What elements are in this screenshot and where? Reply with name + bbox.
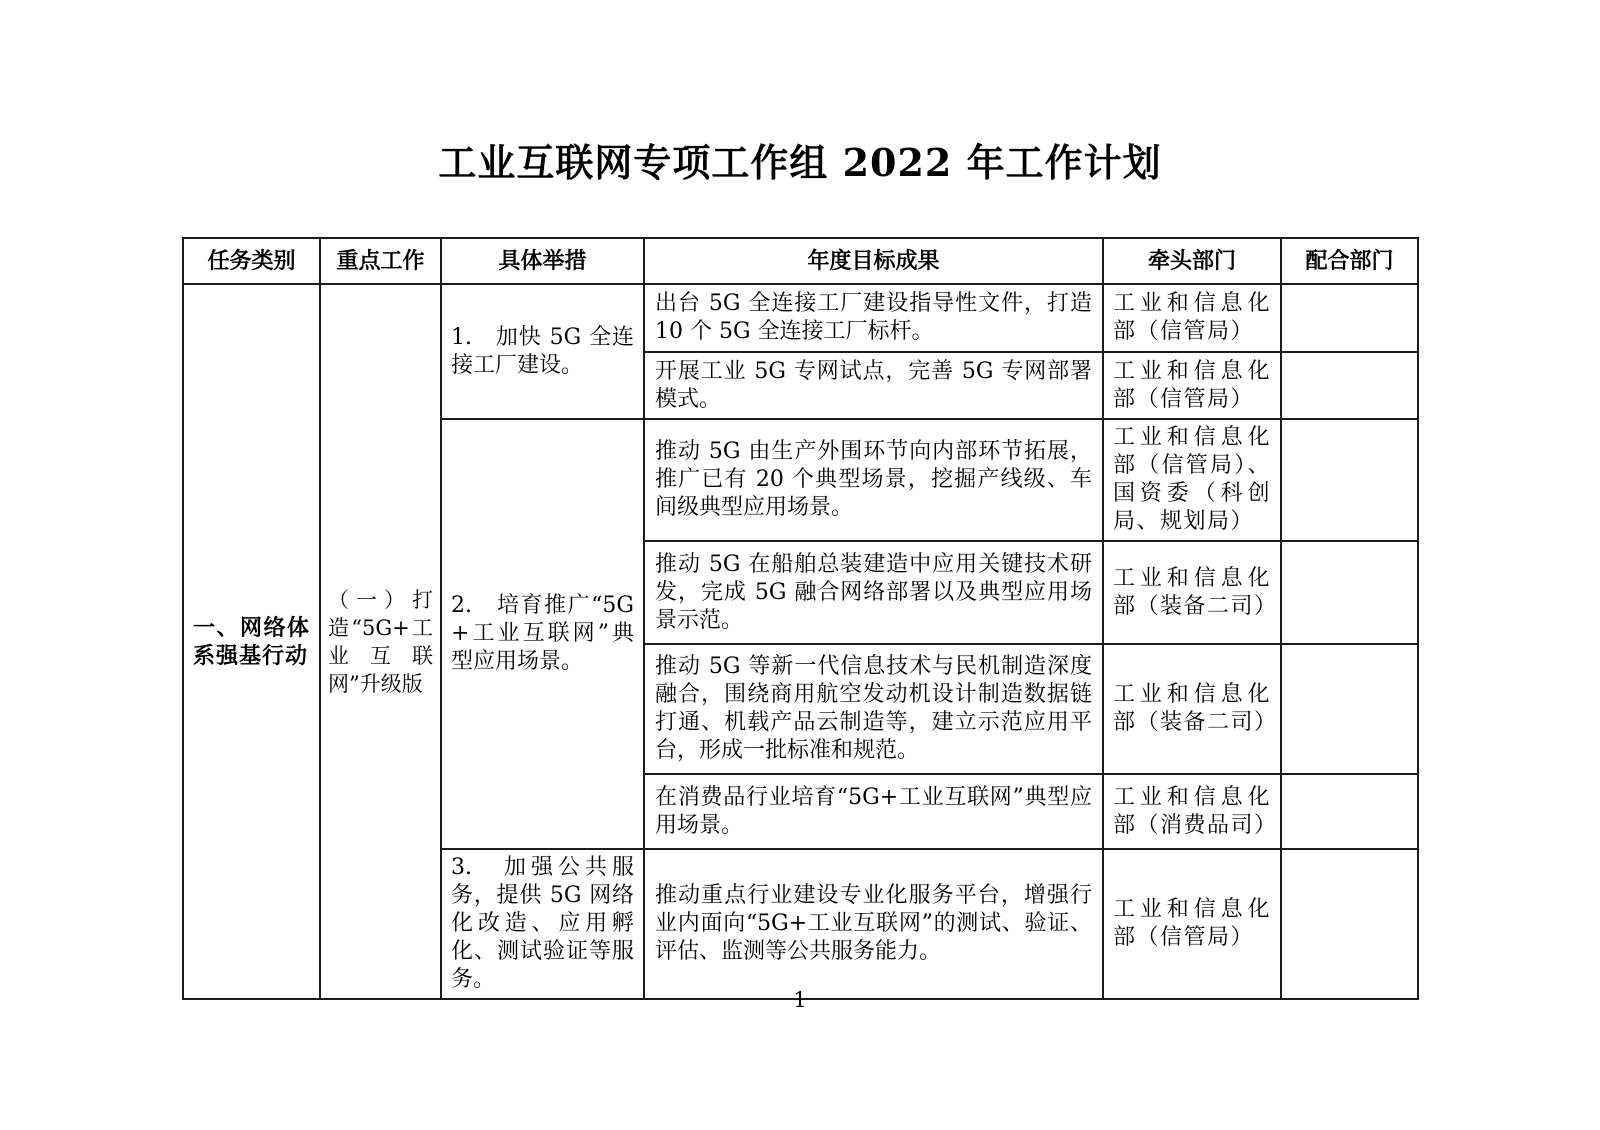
support-dept-cell: [1281, 352, 1418, 419]
lead-dept-cell: 工业和信息化部（信管局）: [1103, 849, 1281, 999]
support-dept-cell: [1281, 419, 1418, 541]
support-dept-cell: [1281, 849, 1418, 999]
measure-cell-1: 1. 加快 5G 全连接工厂建设。: [441, 284, 644, 419]
table-header-row: [183, 238, 1418, 284]
measure-cell-3: 3. 加强公共服务，提供 5G 网络化改造、应用孵化、测试验证等服务。: [441, 849, 644, 999]
lead-dept-cell: 工业和信息化部（装备二司）: [1103, 541, 1281, 644]
key-work-cell: （一）打造“5G+工业互联网”升级版: [320, 284, 441, 999]
lead-dept-cell: 工业和信息化部（装备二司）: [1103, 644, 1281, 774]
work-plan-table: [182, 237, 1419, 1000]
outcome-cell: 推动 5G 在船舶总装建造中应用关键技术研发，完成 5G 融合网络部署以及典型应用场景示范。: [644, 541, 1103, 644]
header-measures: 具体举措: [441, 238, 644, 284]
lead-dept-cell: 工业和信息化部（信管局）、国资委（科创局、规划局）: [1103, 419, 1281, 541]
support-dept-cell: [1281, 774, 1418, 849]
outcome-cell: 推动重点行业建设专业化服务平台，增强行业内面向“5G+工业互联网”的测试、验证、评估、监测等公共服务能力。: [644, 849, 1103, 999]
support-dept-cell: [1281, 644, 1418, 774]
outcome-cell: 推动 5G 等新一代信息技术与民机制造深度融合，围绕商用航空发动机设计制造数据链打通、机载产品云制造等，建立示范应用平台，形成一批标准和规范。: [644, 644, 1103, 774]
lead-dept-cell: 工业和信息化部（信管局）: [1103, 284, 1281, 352]
header-lead-department: 牵头部门: [1103, 238, 1281, 284]
lead-dept-cell: 工业和信息化部（信管局）: [1103, 352, 1281, 419]
header-support-department: 配合部门: [1281, 238, 1418, 284]
header-key-work: 重点工作: [320, 238, 441, 284]
measure-cell-2: 2. 培育推广“5G+工业互联网”典型应用场景。: [441, 419, 644, 849]
support-dept-cell: [1281, 541, 1418, 644]
page-number: 1: [793, 988, 807, 1012]
task-category-cell: 一、网络体系强基行动: [183, 284, 320, 999]
table-row: [183, 284, 1418, 352]
header-task-category: 任务类别: [183, 238, 320, 284]
outcome-cell: 出台 5G 全连接工厂建设指导性文件，打造 10 个 5G 全连接工厂标杆。: [644, 284, 1103, 352]
outcome-cell: 推动 5G 由生产外围环节向内部环节拓展，推广已有 20 个典型场景，挖掘产线级、车间级典型应用场景。: [644, 419, 1103, 541]
page-title: 工业互联网专项工作组 2022 年工作计划: [438, 140, 1162, 185]
support-dept-cell: [1281, 284, 1418, 352]
outcome-cell: 开展工业 5G 专网试点，完善 5G 专网部署模式。: [644, 352, 1103, 419]
lead-dept-cell: 工业和信息化部（消费品司）: [1103, 774, 1281, 849]
header-annual-outcomes: 年度目标成果: [644, 238, 1103, 284]
outcome-cell: 在消费品行业培育“5G+工业互联网”典型应用场景。: [644, 774, 1103, 849]
